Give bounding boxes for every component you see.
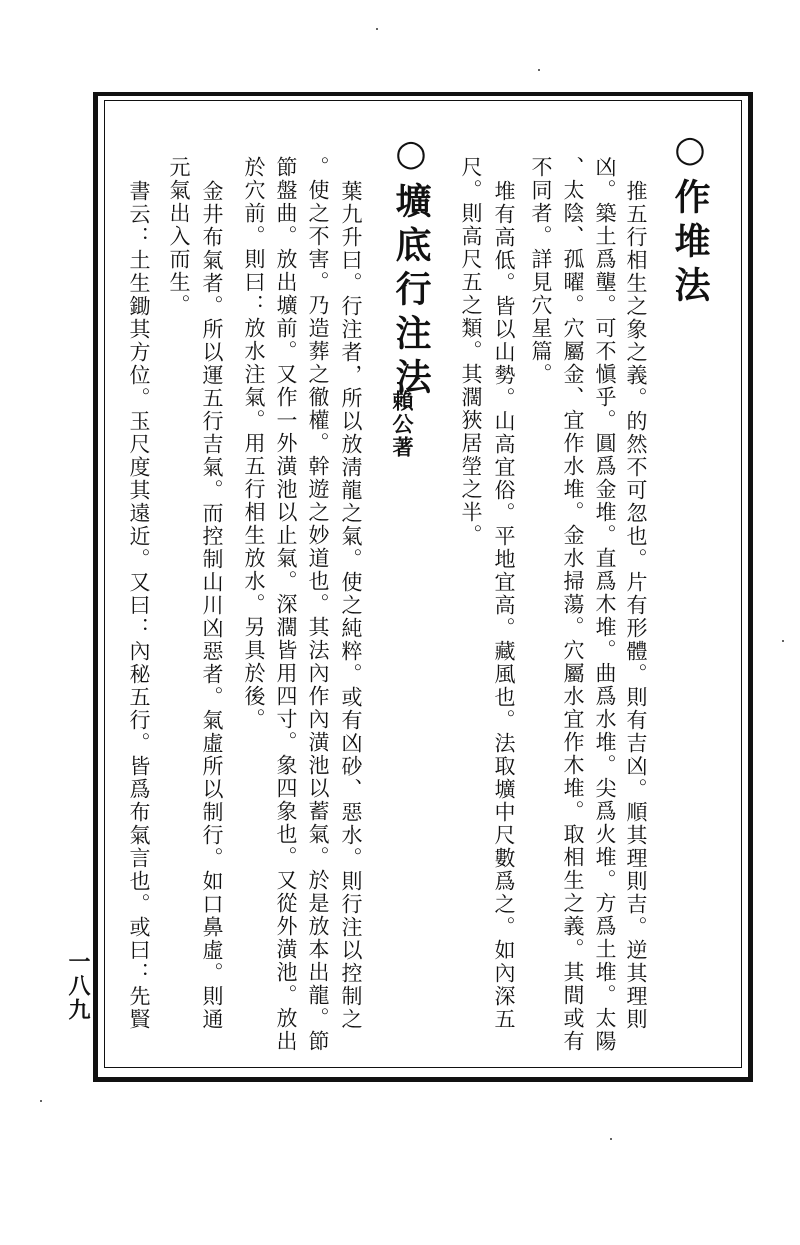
text-column: 元氣出入而生。: [167, 156, 191, 317]
text-column: 葉九升曰。行注者，所以放淸龍之氣。使之純粹。或有凶砂、惡水。則行注以控制之: [339, 180, 363, 1031]
text-column: 金井布氣者。所以運五行吉氣。而控制山川凶惡者。氣虛所以制行。如口鼻虛。則通: [200, 180, 224, 1031]
text-column: 凶。築土爲壟。可不愼乎。圓爲金堆。直爲木堆。曲爲水堆。尖爲火堆。方爲土堆。太陽: [593, 156, 617, 1053]
text-column: 於穴前。則曰：放水注氣。用五行相生放水。另具於後。: [242, 156, 266, 731]
text-column: 尺。則高尺五之類。其濶狹居塋之半。: [459, 156, 483, 547]
section-heading-zuo-dui-fa: ○作堆法: [669, 128, 711, 310]
author-credit: 賴公著: [390, 390, 415, 459]
page-number: 一八九: [65, 950, 91, 1022]
scan-speck: [376, 28, 378, 30]
text-column: 、太陰、孤曜。穴屬金、宜作水堆。金水掃蕩。穴屬水宜作木堆。取相生之義。其間或有: [561, 156, 585, 1053]
text-column: 推五行相生之象之義。的然不可忽也。片有形體。則有吉凶。順其理則吉。逆其理則: [624, 180, 648, 1031]
scan-speck: [782, 640, 784, 642]
section-heading-kuang-di-xing-zhu-fa: ○壙底行注法: [390, 132, 432, 402]
text-column: 節盤曲。放出壙前。又作一外潢池以止氣。深濶皆用四寸。象四象也。又從外潢池。放出: [274, 156, 298, 1053]
scan-speck: [610, 1138, 612, 1140]
scan-speck: [40, 1100, 42, 1102]
scan-speck: [538, 69, 540, 71]
text-column: 不同者。詳見穴星篇。: [529, 156, 553, 386]
text-column: 堆有高低。皆以山勢。山高宜俗。平地宜高。藏風也。法取壙中尺數爲之。如內深五: [492, 180, 516, 1031]
text-column: 書云：土生鋤其方位。玉尺度其遠近。又曰：內秘五行。皆爲布氣言也。或曰：先賢: [127, 180, 151, 1031]
text-column: 。使之不害。乃造葬之徹權。幹遊之妙道也。其法內作內潢池以蓄氣。於是放本出龍。節: [306, 156, 330, 1053]
